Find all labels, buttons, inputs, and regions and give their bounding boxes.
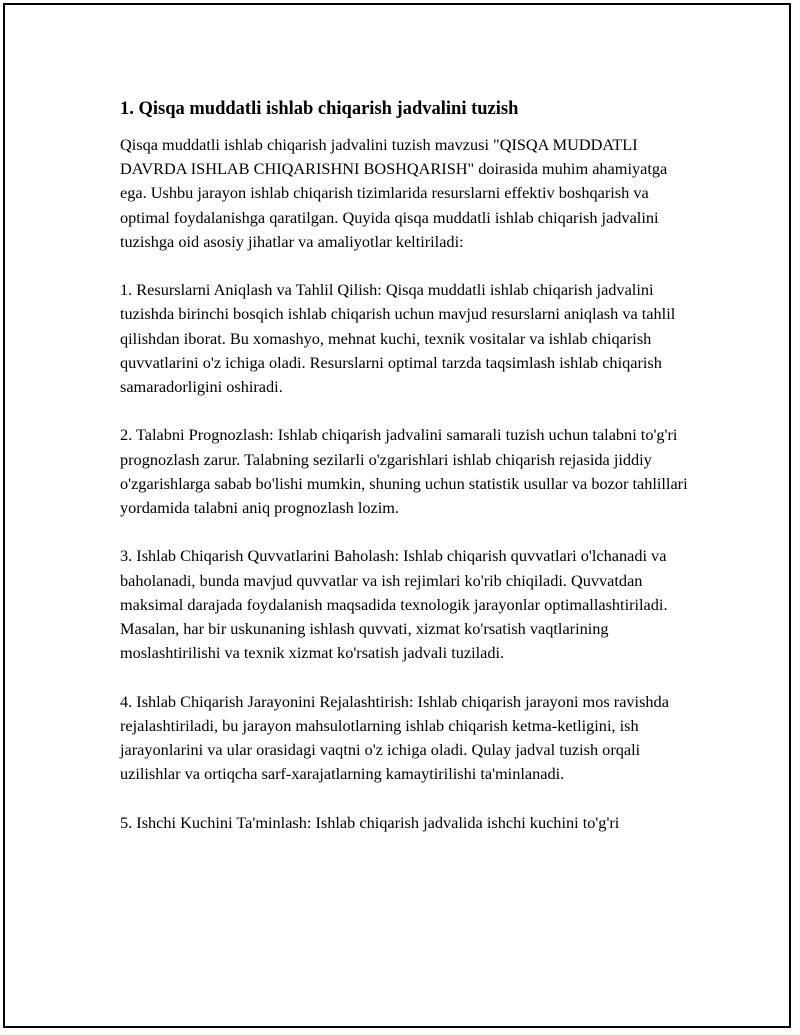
document-body [120,97,690,859]
paragraph-process-planning: 4. Ishlab Chiqarish Jarayonini Rejalashtirish: Ishlab chiqarish jarayoni mos ravishda rejalashtiriladi, bu jarayon mahsulotlarning ishlab chiqarish ketma-ketligini, ish jarayonlarini va ular orasidagi vaqtni o'z ichiga oladi. Qulay jadval tuzish orqali uzilishlar va ortiqcha sarf-xarajatlarning kamaytirilishi ta'minlanadi. [120,691,669,784]
paragraph-workforce: 5. Ishchi Kuchini Ta'minlash: Ishlab chiqarish jadvalida ishchi kuchini to'g'ri [120,812,620,832]
section-heading: 1. Qisqa muddatli ishlab chiqarish jadvalini tuzish [120,99,519,119]
intro-paragraph: Qisqa muddatli ishlab chiqarish jadvalini tuzish mavzusi "QISQA MUDDATLI DAVRDA ISHLAB CHIQARISHNI BOSHQARISH" doirasida muhim ahamiyatga ega. Ushbu jarayon ishlab chiqarish tizimlarida resurslarni effektiv boshqarish va optimal foydalanishga qaratilgan. Quyida qisqa muddatli ishlab chiqarish jadvalini tuzishga oid asosiy jihatlar va amaliyotlar keltiriladi: [120,135,668,251]
paragraph-demand-forecast: 2. Talabni Prognozlash: Ishlab chiqarish jadvalini samarali tuzish uchun talabni to'g'ri prognozlash zarur. Talabning sezilarli o'zgarishlari ishlab chiqarish rejasida jiddiy o'zgarishlarga sabab bo'lishi mumkin, shuning uchun statistik usullar va bozor tahlillari yordamida talabni aniq prognozlash lozim. [120,425,688,518]
paragraph-capacity-assessment: 3. Ishlab Chiqarish Quvvatlarini Baholash: Ishlab chiqarish quvvatlari o'lchanadi va baholanadi, bunda mavjud quvvatlar va ish rejimlari ko'rib chiqiladi. Quvvatdan maksimal darajada foydalanish maqsadida texnologik jarayonlar optimallashtiriladi. Masalan, har bir uskunaning ishlash quvvati, xizmat ko'rsatish vaqtlarining moslashtirilishi va texnik xizmat ko'rsatish jadvali tuziladi. [120,546,668,663]
document-page [3,3,791,1028]
paragraph-resources: 1. Resurslarni Aniqlash va Tahlil Qilish: Qisqa muddatli ishlab chiqarish jadvalini tuzishda birinchi bosqich ishlab chiqarish uchun mavjud resurslarni aniqlash va tahlil qilishdan iborat. Bu xomashyo, mehnat kuchi, texnik vositalar va ishlab chiqarish quvvatlarini o'z ichiga oladi. Resurslarni optimal tarzda taqsimlash ishlab chiqarish samaradorligini oshiradi. [120,280,676,397]
